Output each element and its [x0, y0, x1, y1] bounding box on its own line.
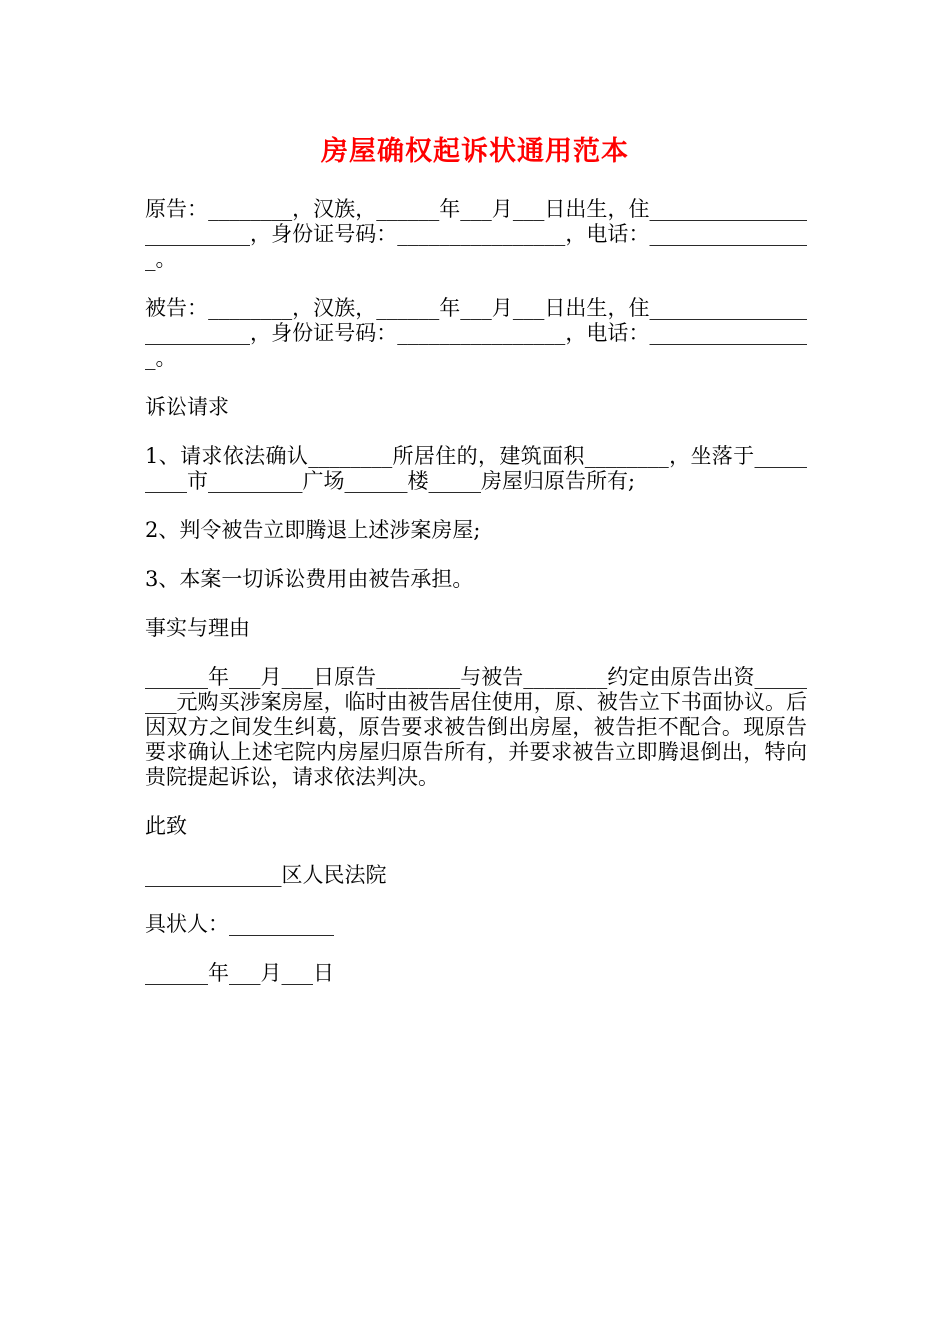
court-name: _____________区人民法院: [145, 863, 387, 887]
closing-text: 此致: [145, 814, 187, 838]
plaintiff-paragraph: 原告：________，汉族，______年___月___日出生，住_________________________，身份证号码：________________，电话：________________。: [145, 197, 807, 271]
claims-heading: 诉讼请求: [145, 395, 229, 419]
facts-paragraph: ______年___月___日原告________与被告________约定由原告出资________元购买涉案房屋，临时由被告居住使用，原、被告立下书面协议。后因双方之间发生纠葛，原告要求被告倒出房屋，被告拒不配合。现原告要求确认上述宅院内房屋归原告所有，并要求被告立即腾退倒出，特向贵院提起诉讼，请求依法判决。: [145, 665, 807, 789]
claim-item-1: 1、请求依法确认________所居住的，建筑面积________，坐落于_________市_________广场______楼_____房屋归原告所有;: [145, 444, 807, 493]
facts-heading: 事实与理由: [145, 616, 250, 640]
claim-item-3: 3、本案一切诉讼费用由被告承担。: [145, 567, 474, 591]
document-title: 房屋确权起诉状通用范本: [321, 136, 629, 167]
claim-item-2: 2、判令被告立即腾退上述涉案房屋;: [145, 518, 481, 542]
document-body: [145, 197, 807, 1010]
signer-line: 具状人：__________: [145, 912, 334, 936]
date-line: ______年___月___日: [145, 961, 334, 985]
defendant-paragraph: 被告：________，汉族，______年___月___日出生，住_________________________，身份证号码：________________，电话：________________。: [145, 296, 807, 370]
